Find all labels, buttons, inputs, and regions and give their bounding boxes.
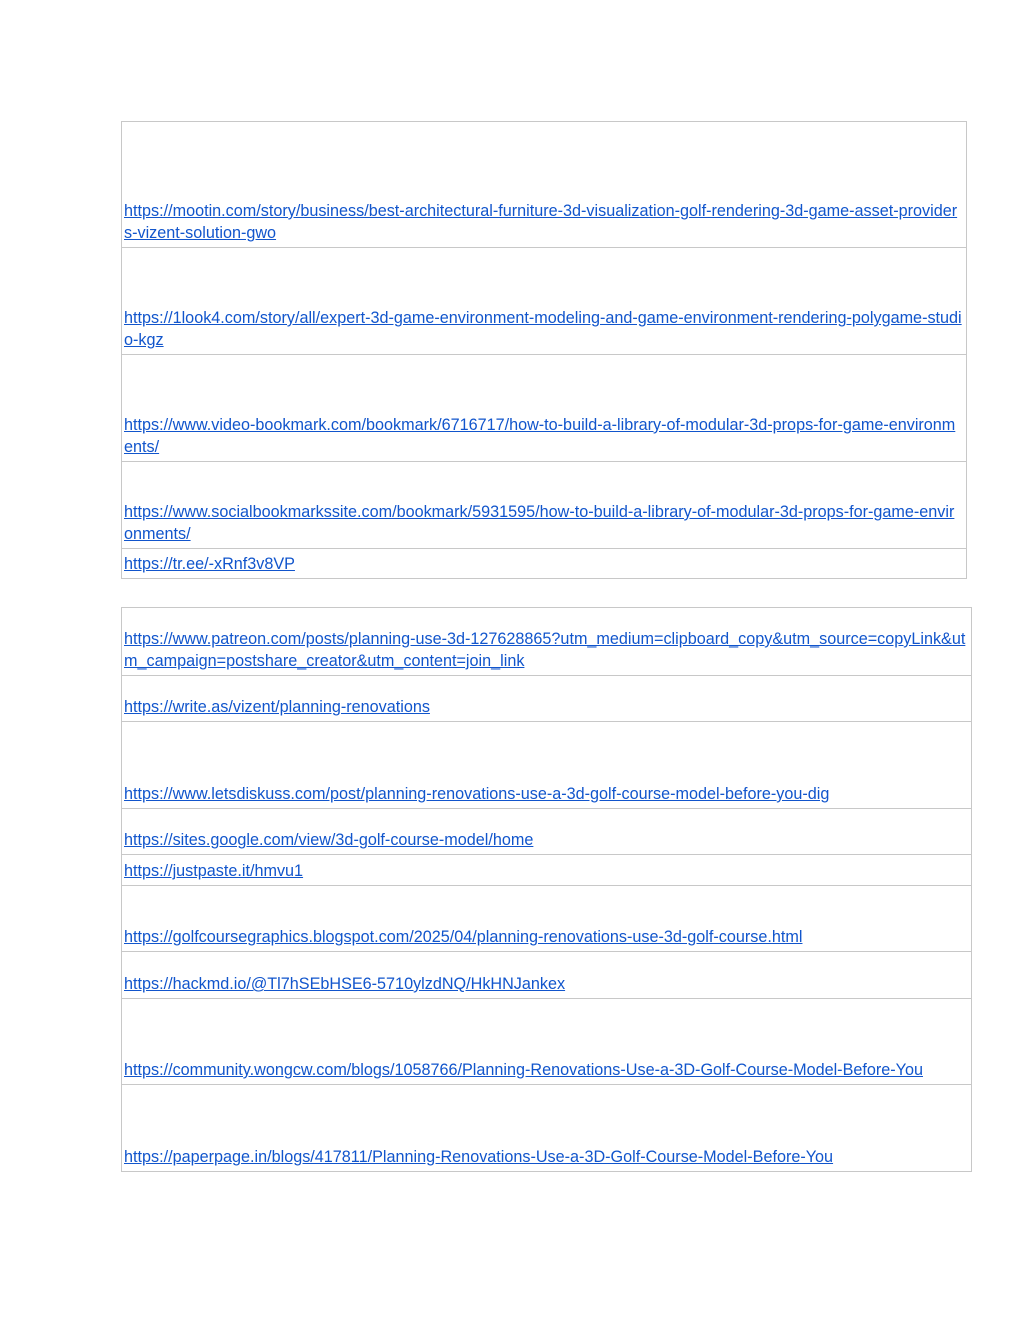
table-cell xyxy=(122,999,972,1085)
table-row xyxy=(122,549,967,579)
url-link[interactable]: https://mootin.com/story/business/best-architectural-furniture-3d-visualization-golf-rendering-3d-game-asset-providers-vizent-solution-gwo xyxy=(124,202,958,242)
table-row xyxy=(122,886,972,952)
table-row xyxy=(122,676,972,722)
table-cell xyxy=(122,122,967,248)
url-link[interactable]: https://community.wongcw.com/blogs/1058766/Planning-Renovations-Use-a-3D-Golf-Course-Model-Before-You xyxy=(124,1061,923,1079)
url-link[interactable]: https://hackmd.io/@Tl7hSEbHSE6-5710ylzdNQ/HkHNJankex xyxy=(124,975,566,993)
table-cell xyxy=(122,809,972,855)
url-link[interactable]: https://www.socialbookmarkssite.com/bookmark/5931595/how-to-build-a-library-of-modular-3d-props-for-game-environments/ xyxy=(124,503,955,543)
url-link[interactable]: https://1look4.com/story/all/expert-3d-game-environment-modeling-and-game-environment-rendering-polygame-studio-kgz xyxy=(124,309,962,349)
table-cell xyxy=(122,886,972,952)
url-link[interactable]: https://justpaste.it/hmvu1 xyxy=(124,862,304,880)
table-cell xyxy=(122,855,972,886)
table-cell xyxy=(122,549,967,579)
table-cell xyxy=(122,676,972,722)
table-row xyxy=(122,809,972,855)
table-row xyxy=(122,248,967,355)
url-link[interactable]: https://www.video-bookmark.com/bookmark/6716717/how-to-build-a-library-of-modular-3d-props-for-game-environments/ xyxy=(124,416,956,456)
table-row xyxy=(122,722,972,809)
link-table-1 xyxy=(121,121,967,579)
url-link[interactable]: https://paperpage.in/blogs/417811/Planning-Renovations-Use-a-3D-Golf-Course-Model-Before-You xyxy=(124,1148,834,1166)
url-link[interactable]: https://tr.ee/-xRnf3v8VP xyxy=(124,555,295,573)
table-cell xyxy=(122,1085,972,1172)
link-table-2 xyxy=(121,607,972,1172)
table-cell xyxy=(122,608,972,676)
table-row xyxy=(122,608,972,676)
table-cell xyxy=(122,952,972,999)
table-row xyxy=(122,355,967,462)
table-cell xyxy=(122,355,967,462)
table-cell xyxy=(122,462,967,549)
url-link[interactable]: https://write.as/vizent/planning-renovations xyxy=(124,698,430,716)
url-link[interactable]: https://www.letsdiskuss.com/post/planning-renovations-use-a-3d-golf-course-model-before-you-dig xyxy=(124,785,830,803)
url-link[interactable]: https://golfcoursegraphics.blogspot.com/2025/04/planning-renovations-use-3d-golf-course.html xyxy=(124,928,803,946)
table-cell xyxy=(122,248,967,355)
table-row xyxy=(122,999,972,1085)
table-row xyxy=(122,855,972,886)
table-row xyxy=(122,462,967,549)
table-row xyxy=(122,122,967,248)
url-link[interactable]: https://www.patreon.com/posts/planning-use-3d-127628865?utm_medium=clipboard_copy&utm_source=copyLink&utm_campaign=postshare_creator&utm_content=join_link xyxy=(124,630,966,670)
table-row xyxy=(122,1085,972,1172)
url-link[interactable]: https://sites.google.com/view/3d-golf-course-model/home xyxy=(124,831,534,849)
table-row xyxy=(122,952,972,999)
table-cell xyxy=(122,722,972,809)
